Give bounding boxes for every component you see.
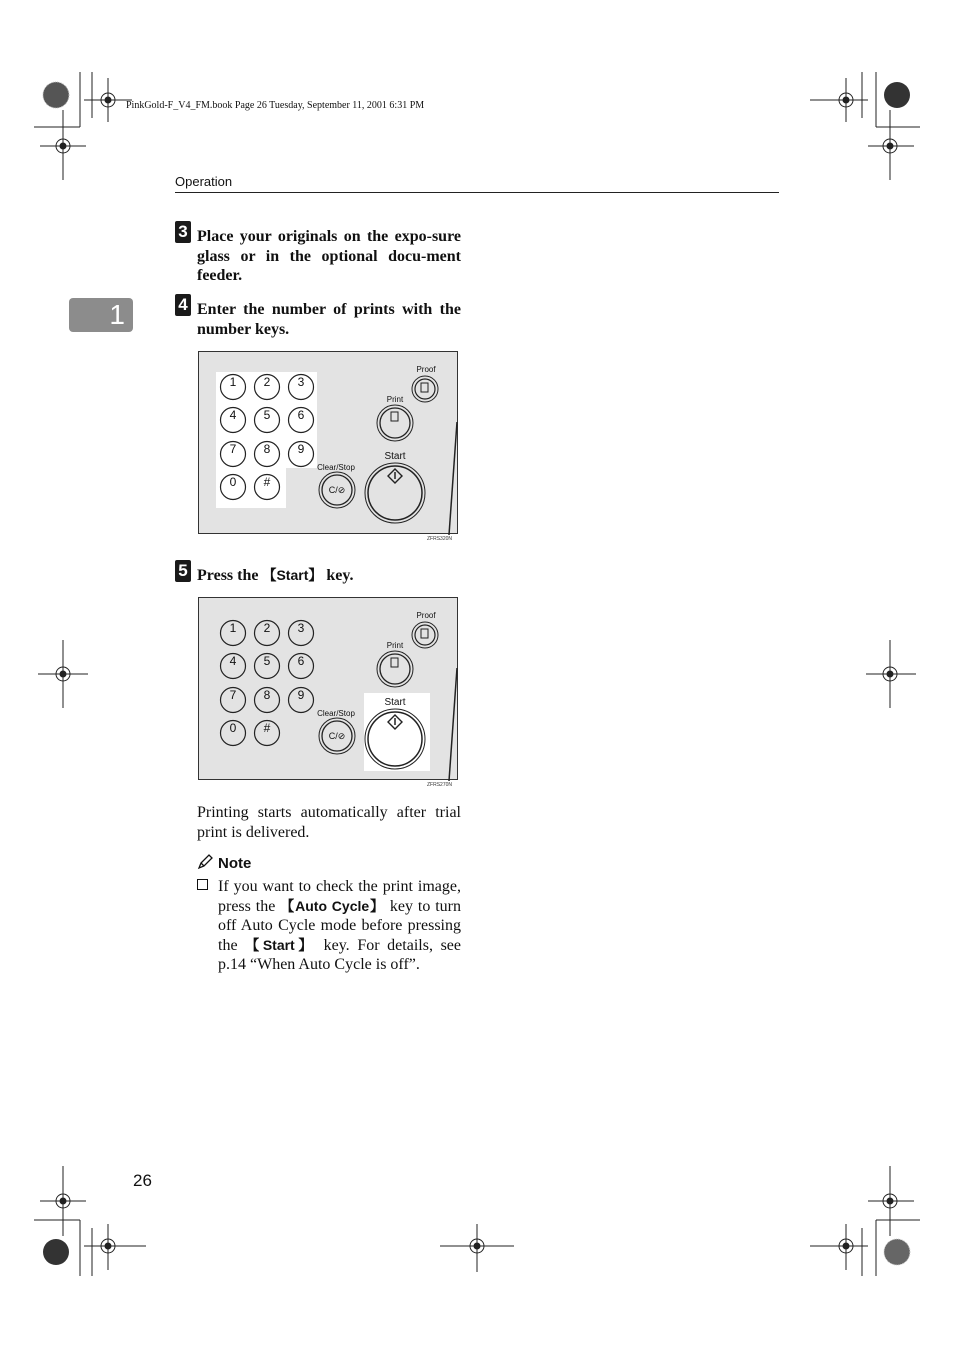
note-part-3: key. For details, see p.14 “When Auto Cycle is off”. xyxy=(218,936,461,974)
number-key-7[interactable] xyxy=(221,688,246,713)
number-key-5[interactable] xyxy=(255,654,280,679)
start-key[interactable] xyxy=(365,451,425,523)
proof-label: Proof xyxy=(416,365,436,374)
number-key-label: 4 xyxy=(229,654,237,668)
clear-stop-key-label: C/⊘ xyxy=(328,731,346,741)
number-key-label: 8 xyxy=(263,688,271,702)
clear-stop-label: Clear/Stop xyxy=(317,463,355,472)
panel-graphic-1 xyxy=(199,352,459,535)
number-key-label: 5 xyxy=(263,654,271,668)
clear-stop-key-label: C/⊘ xyxy=(328,485,346,495)
number-key-label: 6 xyxy=(297,654,305,668)
number-key-label: 1 xyxy=(229,621,237,635)
number-key-3[interactable] xyxy=(289,621,314,646)
figure-code-2: ZFRS270N xyxy=(427,782,453,788)
number-key-label: 9 xyxy=(297,442,305,456)
number-key-8[interactable] xyxy=(255,688,280,713)
number-key-label: 0 xyxy=(229,721,237,735)
number-key-label: 2 xyxy=(263,375,271,389)
step-4-text: Enter the number of prints with the number keys. xyxy=(197,301,461,338)
step-5-after: key. xyxy=(322,567,354,584)
print-label: Print xyxy=(386,641,404,650)
step-5-text xyxy=(197,566,461,586)
clear-stop-label: Clear/Stop xyxy=(317,709,355,718)
note-heading: Note xyxy=(218,855,252,872)
control-panel-illustration-1 xyxy=(198,351,458,534)
number-key-0[interactable] xyxy=(221,721,246,746)
start-label: Start xyxy=(384,451,406,462)
number-key-6[interactable] xyxy=(289,654,314,679)
figure-code-1: ZFRS320N xyxy=(427,536,453,542)
chapter-tab: 1 xyxy=(69,298,133,332)
note-part-2: key to turn off Auto Cycle mode before pressing the xyxy=(218,897,461,954)
print-key[interactable] xyxy=(377,395,413,441)
number-key-label: 0 xyxy=(229,475,237,489)
section-title: Operation xyxy=(175,174,233,189)
step-number-4: 4 xyxy=(175,294,191,316)
checkbox-bullet-icon xyxy=(197,879,208,890)
result-paragraph: Printing starts automatically after trial print is delivered. xyxy=(197,804,461,841)
start-key-label-note: 【Start】 xyxy=(245,936,316,953)
number-key-label: 3 xyxy=(297,621,305,635)
step-5-before: Press the xyxy=(197,567,263,584)
auto-cycle-key-label: 【Auto Cycle】 xyxy=(280,897,385,914)
number-key-label: # xyxy=(263,721,271,735)
number-key-label: 6 xyxy=(297,408,305,422)
number-key-label: 3 xyxy=(297,375,305,389)
step-number-5: 5 xyxy=(175,560,191,582)
note-part-1: If you want to check the print image, press the xyxy=(218,878,461,915)
number-key-label: 5 xyxy=(263,408,271,422)
start-label: Start xyxy=(384,697,406,708)
number-key-label: 7 xyxy=(229,688,237,702)
print-key[interactable] xyxy=(377,641,413,687)
clear-stop-key[interactable] xyxy=(317,463,355,508)
number-key-label: 4 xyxy=(229,408,237,422)
panel-graphic-2 xyxy=(199,598,459,781)
pencil-icon xyxy=(197,854,214,870)
proof-key[interactable] xyxy=(412,365,438,402)
clear-stop-key[interactable] xyxy=(317,709,355,754)
note-text xyxy=(218,877,461,975)
start-key-label: 【Start】 xyxy=(262,567,323,583)
number-key-#[interactable] xyxy=(255,721,280,746)
print-label: Print xyxy=(386,395,404,404)
proof-key[interactable] xyxy=(412,611,438,648)
file-info: PinkGold-F_V4_FM.book Page 26 Tuesday, September 11, 2001 6:31 PM xyxy=(126,100,425,111)
control-panel-illustration-2 xyxy=(198,597,458,780)
number-key-9[interactable] xyxy=(289,688,314,713)
number-key-4[interactable] xyxy=(221,654,246,679)
header-rule xyxy=(175,192,779,193)
number-key-label: 1 xyxy=(229,375,237,389)
proof-label: Proof xyxy=(416,611,436,620)
page-number: 26 xyxy=(133,1171,152,1190)
number-key-2[interactable] xyxy=(255,621,280,646)
number-key-label: 8 xyxy=(263,442,271,456)
number-key-label: 9 xyxy=(297,688,305,702)
step-number-3: 3 xyxy=(175,221,191,243)
number-key-label: # xyxy=(263,475,271,489)
number-key-1[interactable] xyxy=(221,621,246,646)
number-key-label: 7 xyxy=(229,442,237,456)
step-3-text: Place your originals on the expo-sure glass or in the optional docu-ment feeder. xyxy=(197,228,461,285)
number-key-label: 2 xyxy=(263,621,271,635)
